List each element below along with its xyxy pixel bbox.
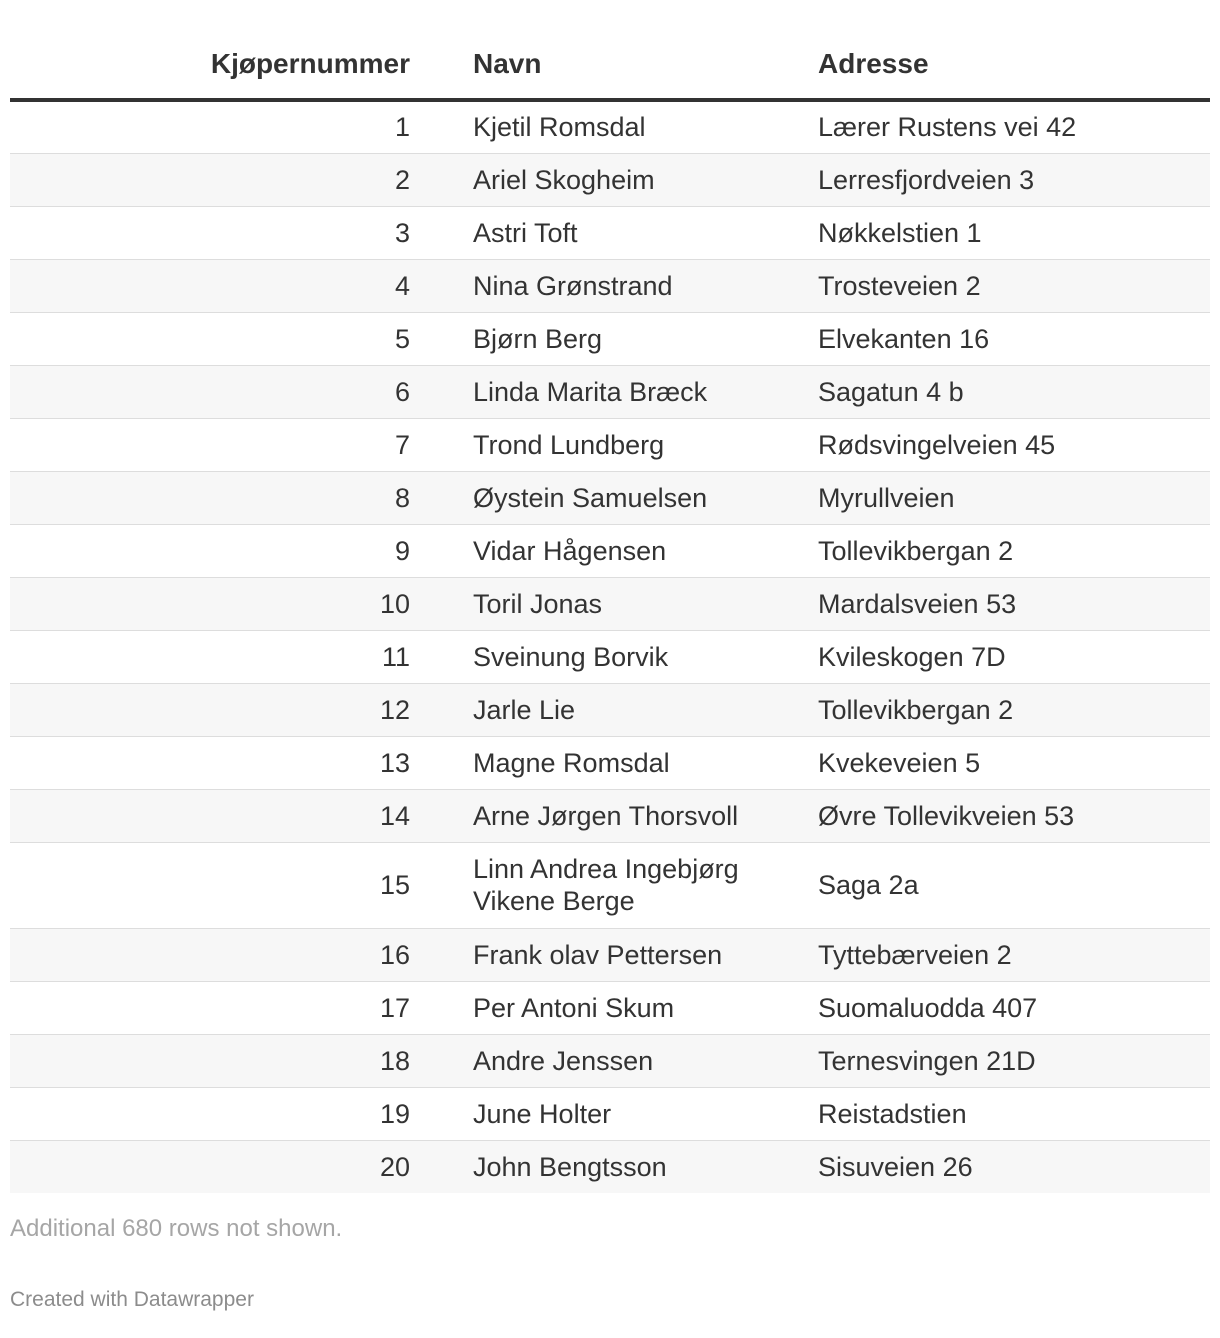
cell-kjopernummer: 18 [10,1034,445,1087]
cell-adresse: Saga 2a [790,842,1210,928]
cell-navn: Astri Toft [445,206,790,259]
table-row [10,630,1210,683]
cell-kjopernummer: 15 [10,842,445,928]
table-row [10,1034,1210,1087]
column-header-adresse[interactable]: Adresse [790,0,1210,100]
cell-adresse: Lærer Rustens vei 42 [790,100,1210,153]
cell-kjopernummer: 17 [10,981,445,1034]
table-row [10,1140,1210,1193]
cell-adresse: Suomaluodda 407 [790,981,1210,1034]
cell-kjopernummer: 6 [10,365,445,418]
table-row [10,524,1210,577]
rows-not-shown-note: Additional 680 rows not shown. [10,1215,343,1242]
cell-adresse: Trosteveien 2 [790,259,1210,312]
data-table [10,0,1210,1193]
table-row [10,842,1210,928]
cell-kjopernummer: 13 [10,736,445,789]
cell-navn: Jarle Lie [445,683,790,736]
cell-navn: Linn Andrea Ingebjørg Vikene Berge [445,842,790,928]
cell-navn: John Bengtsson [445,1140,790,1193]
cell-kjopernummer: 11 [10,630,445,683]
cell-adresse: Myrullveien [790,471,1210,524]
cell-kjopernummer: 10 [10,577,445,630]
cell-kjopernummer: 2 [10,153,445,206]
table-chart [10,0,1210,1312]
cell-adresse: Ternesvingen 21D [790,1034,1210,1087]
cell-navn: Linda Marita Bræck [445,365,790,418]
table-row [10,471,1210,524]
cell-adresse: Nøkkelstien 1 [790,206,1210,259]
table-row [10,418,1210,471]
cell-adresse: Øvre Tollevikveien 53 [790,789,1210,842]
cell-kjopernummer: 1 [10,100,445,153]
cell-navn: Sveinung Borvik [445,630,790,683]
cell-kjopernummer: 14 [10,789,445,842]
table-row [10,928,1210,981]
cell-navn: Ariel Skogheim [445,153,790,206]
cell-kjopernummer: 12 [10,683,445,736]
cell-navn: Andre Jenssen [445,1034,790,1087]
cell-navn: Vidar Hågensen [445,524,790,577]
table-row [10,1087,1210,1140]
cell-kjopernummer: 5 [10,312,445,365]
table-row [10,365,1210,418]
table-row [10,577,1210,630]
cell-navn: Per Antoni Skum [445,981,790,1034]
header-row [10,0,1210,100]
cell-kjopernummer: 3 [10,206,445,259]
cell-adresse: Elvekanten 16 [790,312,1210,365]
table-row [10,789,1210,842]
table-row [10,312,1210,365]
column-header-kjopernummer[interactable]: Kjøpernummer [10,0,445,100]
cell-kjopernummer: 4 [10,259,445,312]
cell-adresse: Rødsvingelveien 45 [790,418,1210,471]
cell-navn: Frank olav Pettersen [445,928,790,981]
table-row [10,153,1210,206]
cell-kjopernummer: 20 [10,1140,445,1193]
cell-adresse: Kvekeveien 5 [790,736,1210,789]
cell-kjopernummer: 8 [10,471,445,524]
cell-navn: Trond Lundberg [445,418,790,471]
table-row [10,206,1210,259]
column-header-navn[interactable]: Navn [445,0,790,100]
cell-adresse: Reistadstien [790,1087,1210,1140]
cell-adresse: Tyttebærveien 2 [790,928,1210,981]
cell-navn: Bjørn Berg [445,312,790,365]
table-row [10,981,1210,1034]
cell-adresse: Kvileskogen 7D [790,630,1210,683]
credit-line: Created with Datawrapper [10,1288,254,1311]
cell-navn: Nina Grønstrand [445,259,790,312]
cell-adresse: Mardalsveien 53 [790,577,1210,630]
cell-navn: Arne Jørgen Thorsvoll [445,789,790,842]
table-row [10,100,1210,153]
cell-navn: Toril Jonas [445,577,790,630]
cell-kjopernummer: 16 [10,928,445,981]
cell-kjopernummer: 19 [10,1087,445,1140]
cell-adresse: Tollevikbergan 2 [790,524,1210,577]
cell-adresse: Sisuveien 26 [790,1140,1210,1193]
cell-navn: Magne Romsdal [445,736,790,789]
cell-kjopernummer: 7 [10,418,445,471]
cell-adresse: Tollevikbergan 2 [790,683,1210,736]
cell-adresse: Sagatun 4 b [790,365,1210,418]
cell-kjopernummer: 9 [10,524,445,577]
table-row [10,259,1210,312]
cell-navn: June Holter [445,1087,790,1140]
cell-navn: Kjetil Romsdal [445,100,790,153]
table-row [10,736,1210,789]
cell-navn: Øystein Samuelsen [445,471,790,524]
table-row [10,683,1210,736]
cell-adresse: Lerresfjordveien 3 [790,153,1210,206]
table-body [10,100,1210,1193]
